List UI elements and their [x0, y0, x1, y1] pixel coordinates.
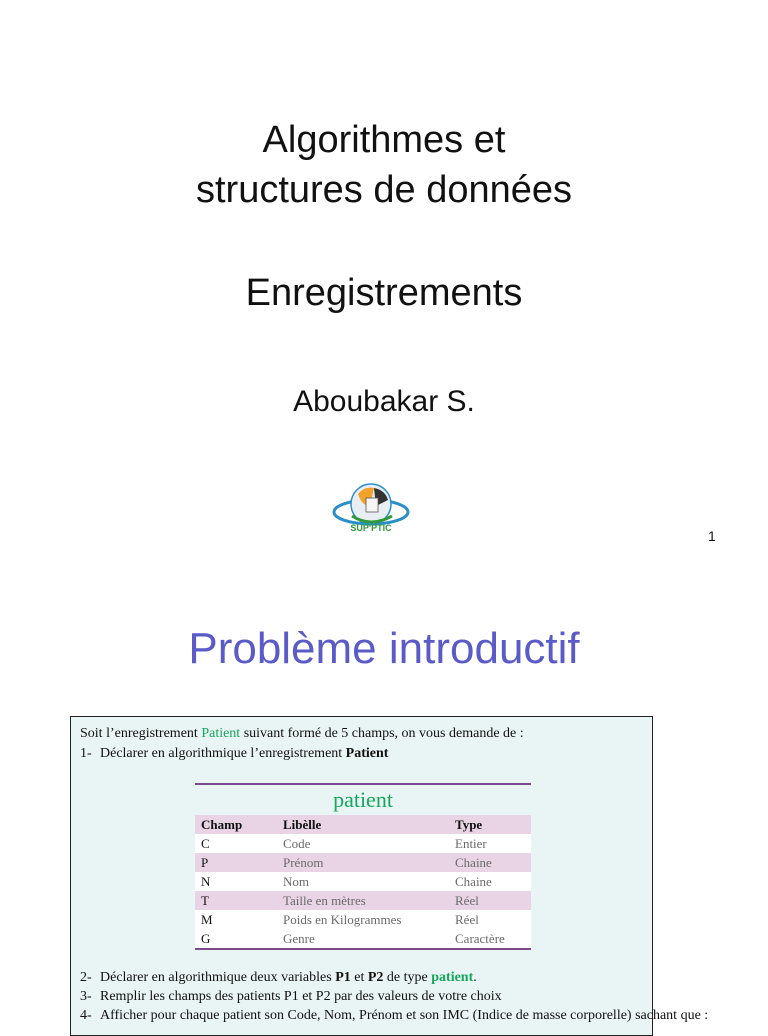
table-row	[195, 891, 531, 910]
slide-subtitle: Enregistrements	[245, 272, 523, 314]
question-bold: Patient	[345, 746, 389, 761]
table-cell: Chaine	[455, 873, 492, 889]
question-number: 4-	[80, 1008, 92, 1023]
intro-suffix: suivant formé de 5 champs, on vous demande de :	[240, 726, 524, 741]
table-row	[195, 834, 531, 853]
table-cell: Poids en Kilogrammes	[283, 911, 402, 927]
question-text: de type	[383, 970, 432, 985]
variable-p1: P1	[335, 970, 351, 985]
table-cell: P	[201, 854, 209, 870]
exercise-box	[70, 716, 709, 1036]
record-table-block	[195, 783, 531, 950]
slide-title: Problème introductif	[188, 624, 580, 673]
question-text: Remplir les champs des patients P1 et P2 par des valeurs de votre choix	[100, 989, 502, 1004]
title-line-2: structures de données	[195, 169, 572, 211]
record-table	[195, 815, 531, 948]
table-cell: Caractère	[455, 930, 505, 946]
table-cell: Réel	[455, 911, 479, 927]
table-cell: T	[201, 892, 209, 908]
table-header-row	[195, 815, 531, 834]
bottom-rule	[195, 948, 531, 950]
question-text: .	[473, 970, 477, 985]
question-text: Afficher pour chaque patient son Code, Nom, Prénom et son IMC (Indice de masse corporelle) sachant que :	[100, 1008, 709, 1023]
table-cell: N	[201, 873, 211, 889]
question-text: Déclarer en algorithmique deux variables	[100, 970, 336, 985]
question-number: 3-	[80, 989, 92, 1004]
type-name: patient	[431, 970, 474, 985]
question-1	[80, 746, 388, 762]
supptic-logo	[330, 476, 412, 534]
table-cell: Chaine	[455, 854, 492, 870]
table-row	[195, 910, 531, 929]
table-row	[195, 929, 531, 948]
intro-highlight: Patient	[201, 726, 241, 741]
table-row	[195, 872, 531, 891]
table-cell: Réel	[455, 892, 479, 908]
question-3	[80, 989, 502, 1005]
question-number: 2-	[80, 970, 92, 985]
column-header: Champ	[201, 816, 243, 832]
question-number: 1-	[80, 746, 92, 761]
author-name: Aboubakar S.	[293, 385, 475, 418]
record-name: patient	[333, 787, 393, 812]
table-cell: G	[201, 930, 211, 946]
variable-p2: P2	[367, 970, 384, 985]
question-text: et	[350, 970, 368, 985]
column-header: Type	[455, 816, 483, 832]
title-line-1: Algorithmes et	[262, 119, 506, 161]
logo-text: SUP'PTIC	[350, 523, 392, 533]
table-cell: M	[201, 911, 213, 927]
column-header: Libèlle	[283, 816, 322, 832]
table-cell: Prénom	[283, 854, 324, 870]
question-text: Déclarer en algorithmique l’enregistrement	[100, 746, 346, 761]
question-2	[80, 970, 477, 986]
table-cell: Code	[283, 835, 311, 851]
intro-prefix: Soit l’enregistrement	[80, 726, 202, 741]
intro-line	[80, 726, 524, 742]
question-4	[80, 1008, 708, 1024]
table-row	[195, 853, 531, 872]
table-cell: C	[201, 835, 210, 851]
page-number: 1	[708, 528, 716, 544]
table-cell: Nom	[283, 873, 309, 889]
table-cell: Genre	[283, 930, 315, 946]
table-cell: Taille en mètres	[283, 892, 366, 908]
table-cell: Entier	[455, 835, 487, 851]
